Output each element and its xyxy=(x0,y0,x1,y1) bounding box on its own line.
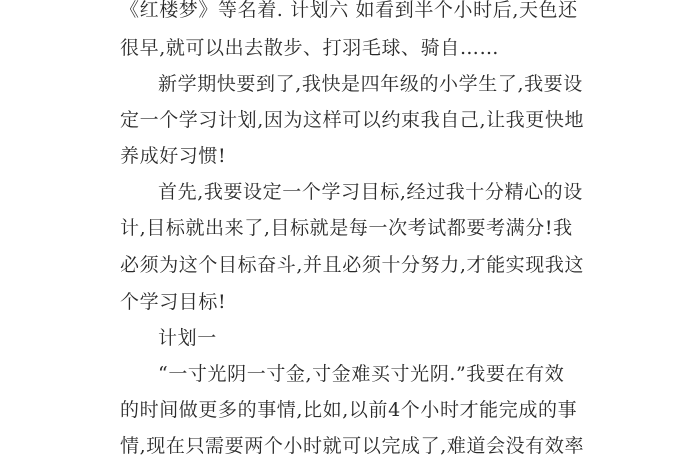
paragraph-3-line-1: “一寸光阴一寸金,寸金难买寸光阴.”我要在有效 xyxy=(158,363,565,385)
text-line-2: 很早,就可以出去散步、打羽毛球、骑自…… xyxy=(120,37,500,59)
paragraph-2-line-2: 计,目标就出来了,目标就是每一次考试都要考满分!我 xyxy=(120,217,573,239)
paragraph-1-line-1: 新学期快要到了,我快是四年级的小学生了,我要设 xyxy=(158,73,583,95)
section-heading: 计划一 xyxy=(158,327,217,349)
paragraph-2-line-3: 必须为这个目标奋斗,并且必须十分努力,才能实现我这 xyxy=(120,254,585,276)
paragraph-2-line-4: 个学习目标! xyxy=(120,291,227,313)
paragraph-1-line-2: 定一个学习计划,因为这样可以约束我自己,让我更快地 xyxy=(120,109,585,131)
text-line-1: 《红楼梦》等名着. 计划六 如看到半个小时后,天色还 xyxy=(120,0,578,21)
paragraph-3-line-3: 情,现在只需要两个小时就可以完成了,难道会没有效率 xyxy=(120,435,585,457)
paragraph-1-line-3: 养成好习惯! xyxy=(120,145,227,167)
paragraph-3-line-2: 的时间做更多的事情,比如,以前4个小时才能完成的事 xyxy=(120,399,578,421)
paragraph-2-line-1: 首先,我要设定一个学习目标,经过我十分精心的设 xyxy=(158,181,583,203)
